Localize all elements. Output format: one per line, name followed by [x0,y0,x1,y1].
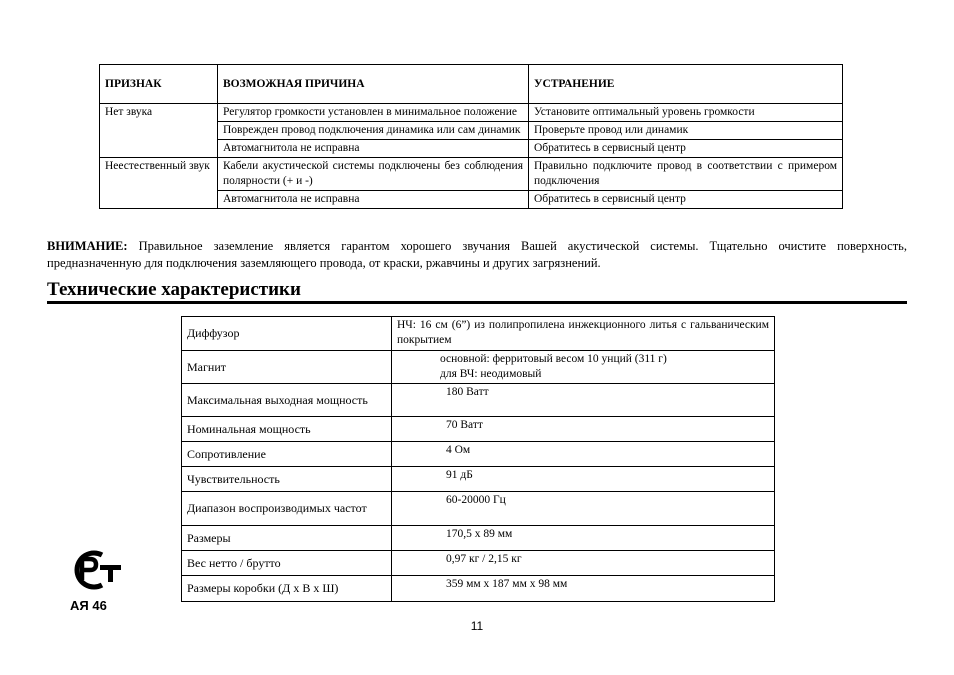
spec-row [182,492,775,526]
column-header-remedy: УСТРАНЕНИЕ [529,65,843,104]
cause-cell: Автомагнитола не исправна [218,140,529,158]
spec-row [182,317,775,351]
warning-notice [47,238,907,271]
spec-row [182,526,775,551]
spec-value: НЧ: 16 см (6”) из полипропилена инжекционного литья с гальваническим покрытием [392,317,775,351]
spec-row [182,576,775,602]
spec-value: 70 Ватт [392,417,775,442]
cause-cell: Автомагнитола не исправна [218,191,529,209]
remedy-cell: Правильно подключите провод в соответствии с примером подключения [529,158,843,191]
spec-value [392,351,775,384]
spec-name: Размеры коробки (Д х В х Ш) [182,576,392,602]
spec-value: 60-20000 Гц [392,492,775,526]
rst-certification-logo [66,547,122,593]
spec-name: Сопротивление [182,442,392,467]
table-row [100,140,843,158]
warning-text: Правильное заземление является гарантом хорошего звучания Вашей акустической системы. Тщательно очистите поверхность, предназначенную для подключения заземляющего провода, от краски, ржавчины и других загрязнений. [47,239,908,270]
spec-row [182,467,775,492]
table-row [100,191,843,209]
spec-value-line: для ВЧ: неодимовый [440,368,542,380]
spec-value: 170,5 х 89 мм [392,526,775,551]
cause-cell: Кабели акустической системы подключены без соблюдения полярности (+ и -) [218,158,529,191]
troubleshooting-table [99,64,843,209]
spec-value: 4 Ом [392,442,775,467]
table-row [100,158,843,191]
spec-row [182,551,775,576]
column-header-cause: ВОЗМОЖНАЯ ПРИЧИНА [218,65,529,104]
spec-name: Диапазон воспроизводимых частот [182,492,392,526]
warning-label: ВНИМАНИЕ: [47,239,128,253]
certification-code: АЯ 46 [70,598,107,613]
remedy-cell: Проверьте провод или динамик [529,122,843,140]
spec-name: Номинальная мощность [182,417,392,442]
spec-value: 359 мм х 187 мм х 98 мм [392,576,775,602]
spec-value: 0,97 кг / 2,15 кг [392,551,775,576]
column-header-symptom: ПРИЗНАК [100,65,218,104]
symptom-cell-continued [100,191,218,209]
spec-name: Максимальная выходная мощность [182,384,392,417]
spec-name: Вес нетто / брутто [182,551,392,576]
symptom-cell-continued [100,122,218,140]
spec-row [182,417,775,442]
remedy-cell: Обратитесь в сервисный центр [529,191,843,209]
specifications-table [181,316,775,602]
section-heading: Технические характеристики [47,279,301,300]
symptom-cell: Неестественный звук [100,158,218,191]
table-row [100,104,843,122]
page-number: 11 [470,619,484,633]
table-header-row [100,65,843,104]
cause-cell: Регулятор громкости установлен в минимальное положение [218,104,529,122]
heading-underline [47,301,907,304]
remedy-cell: Обратитесь в сервисный центр [529,140,843,158]
spec-row [182,442,775,467]
symptom-cell: Нет звука [100,104,218,122]
symptom-cell-continued [100,140,218,158]
spec-row [182,384,775,417]
spec-value-line: основной: ферритовый весом 10 унций (311 г) [440,353,667,365]
remedy-cell: Установите оптимальный уровень громкости [529,104,843,122]
spec-row [182,351,775,384]
spec-value: 91 дБ [392,467,775,492]
spec-name: Диффузор [182,317,392,351]
cause-cell: Поврежден провод подключения динамика или сам динамик [218,122,529,140]
table-row [100,122,843,140]
spec-name: Размеры [182,526,392,551]
spec-name: Чувствительность [182,467,392,492]
spec-value: 180 Ватт [392,384,775,417]
spec-name: Магнит [182,351,392,384]
